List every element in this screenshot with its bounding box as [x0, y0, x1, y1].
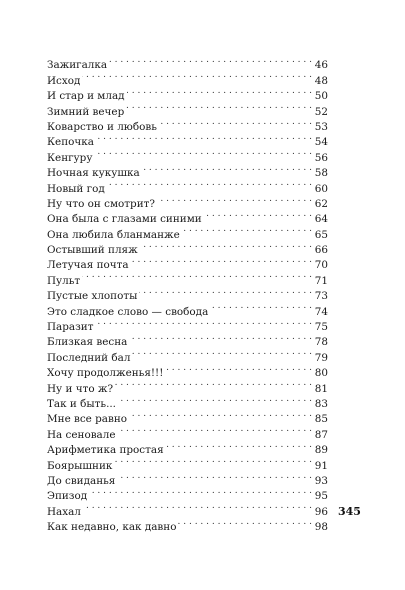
toc-entry-title: Так и быть... — [47, 397, 116, 410]
toc-entry-title: Новый год — [47, 182, 105, 195]
toc-entry-title: Она была с глазами синими — [47, 213, 202, 226]
toc-entry — [47, 284, 328, 303]
toc-entry — [47, 53, 328, 72]
dot-leader — [178, 515, 312, 530]
toc-entry-page: 58 — [314, 167, 328, 180]
toc-entry-page: 60 — [314, 182, 328, 195]
toc-entry-title: Зимний вечер — [47, 105, 125, 118]
dot-leader — [140, 238, 312, 253]
toc-entry-title: Близкая весна — [47, 336, 128, 349]
dot-leader — [131, 253, 312, 268]
toc-entry-page: 46 — [314, 59, 328, 72]
toc-entry-title: Ночная кукушка — [47, 167, 140, 180]
toc-entry-title: Остывший пляж — [47, 244, 138, 257]
dot-leader — [132, 345, 312, 360]
toc-entry-title: Она любила бланманже — [47, 228, 180, 241]
toc-entry-page: 85 — [314, 413, 328, 426]
toc-entry-page: 98 — [314, 521, 328, 534]
dot-leader — [117, 469, 312, 484]
toc-entry-title: Арифметика простая — [47, 444, 164, 457]
toc-entry-page: 54 — [314, 136, 328, 149]
toc-entry-title: На сеновале — [47, 428, 116, 441]
toc-entry — [47, 268, 328, 287]
toc-entry-title: Последний бал — [47, 351, 131, 364]
toc-entry-page: 79 — [314, 351, 328, 364]
dot-leader — [107, 176, 312, 191]
toc-entry-page: 91 — [314, 459, 328, 472]
toc-entry-page: 73 — [314, 290, 328, 303]
toc-entry-page: 93 — [314, 474, 328, 487]
dot-leader — [129, 330, 312, 345]
dot-leader — [166, 438, 312, 453]
toc-entry-title: Боярышник — [47, 459, 113, 472]
dot-leader — [182, 222, 312, 237]
dot-leader — [95, 315, 312, 330]
toc-entry-page: 50 — [314, 90, 328, 103]
toc-entry — [47, 499, 328, 518]
toc-entry-page: 81 — [314, 382, 328, 395]
dot-leader — [83, 499, 312, 514]
toc-entry-title: Ну и что ж? — [47, 382, 114, 395]
dot-leader — [126, 99, 312, 114]
toc-entry-page: 83 — [314, 397, 328, 410]
toc-entry-page: 78 — [314, 336, 328, 349]
toc-entry-title: Как недавно, как давно — [47, 521, 177, 534]
dot-leader — [109, 53, 312, 68]
toc-entry-page: 71 — [314, 274, 328, 287]
toc-entry-page: 52 — [314, 105, 328, 118]
dot-leader — [118, 422, 312, 437]
dot-leader — [129, 407, 312, 422]
toc-entry-title: Эпизод — [47, 490, 88, 503]
dot-leader — [157, 192, 312, 207]
dot-leader — [142, 161, 312, 176]
dot-leader — [127, 84, 312, 99]
page-number: 345 — [338, 505, 361, 518]
dot-leader — [94, 145, 312, 160]
toc-entry-title: Это сладкое слово — свобода — [47, 305, 209, 318]
toc-entry-title: Ну что он смотрит? — [47, 197, 155, 210]
table-of-contents — [47, 53, 328, 534]
toc-entry-page: 96 — [314, 505, 328, 518]
toc-entry-title: Кенгуру — [47, 151, 93, 164]
toc-entry-page: 65 — [314, 228, 328, 241]
toc-entry-title: Исход — [47, 74, 81, 87]
toc-entry-page: 66 — [314, 244, 328, 257]
dot-leader — [159, 115, 312, 130]
toc-entry-title: Зажигалка — [47, 59, 108, 72]
toc-entry-page: 89 — [314, 444, 328, 457]
toc-entry-title: Паразит — [47, 321, 94, 334]
toc-entry — [47, 84, 328, 103]
toc-entry — [47, 484, 328, 503]
toc-entry-page: 75 — [314, 321, 328, 334]
dot-leader — [165, 361, 312, 376]
dot-leader — [96, 130, 312, 145]
toc-entry-title: Летучая почта — [47, 259, 129, 272]
toc-entry-page: 56 — [314, 151, 328, 164]
dot-leader — [82, 268, 312, 283]
dot-leader — [82, 68, 312, 83]
toc-entry-page: 64 — [314, 213, 328, 226]
toc-entry-page: 80 — [314, 367, 328, 380]
dot-leader — [210, 299, 312, 314]
dot-leader — [89, 484, 312, 499]
toc-entry-page: 95 — [314, 490, 328, 503]
dot-leader — [114, 453, 312, 468]
toc-entry-page: 74 — [314, 305, 328, 318]
toc-entry-page: 87 — [314, 428, 328, 441]
toc-entry-title: Коварство и любовь — [47, 120, 157, 133]
dot-leader — [115, 376, 312, 391]
dot-leader — [139, 284, 312, 299]
dot-leader — [204, 207, 312, 222]
toc-entry-page: 62 — [314, 197, 328, 210]
toc-entry-page: 53 — [314, 120, 328, 133]
toc-entry-title: До свиданья — [47, 474, 116, 487]
toc-entry-title: Нахал — [47, 505, 81, 518]
toc-entry — [47, 515, 328, 534]
toc-entry-page: 48 — [314, 74, 328, 87]
dot-leader — [118, 392, 312, 407]
toc-entry-title: Пустые хлопоты — [47, 290, 138, 303]
toc-entry-title: И стар и млад — [47, 90, 125, 103]
toc-entry-title: Пульт — [47, 274, 81, 287]
toc-entry-page: 70 — [314, 259, 328, 272]
toc-entry-title: Хочу продолженья!!! — [47, 367, 164, 380]
toc-entry — [47, 68, 328, 87]
toc-entry-title: Мне все равно — [47, 413, 128, 426]
toc-entry-title: Кепочка — [47, 136, 94, 149]
